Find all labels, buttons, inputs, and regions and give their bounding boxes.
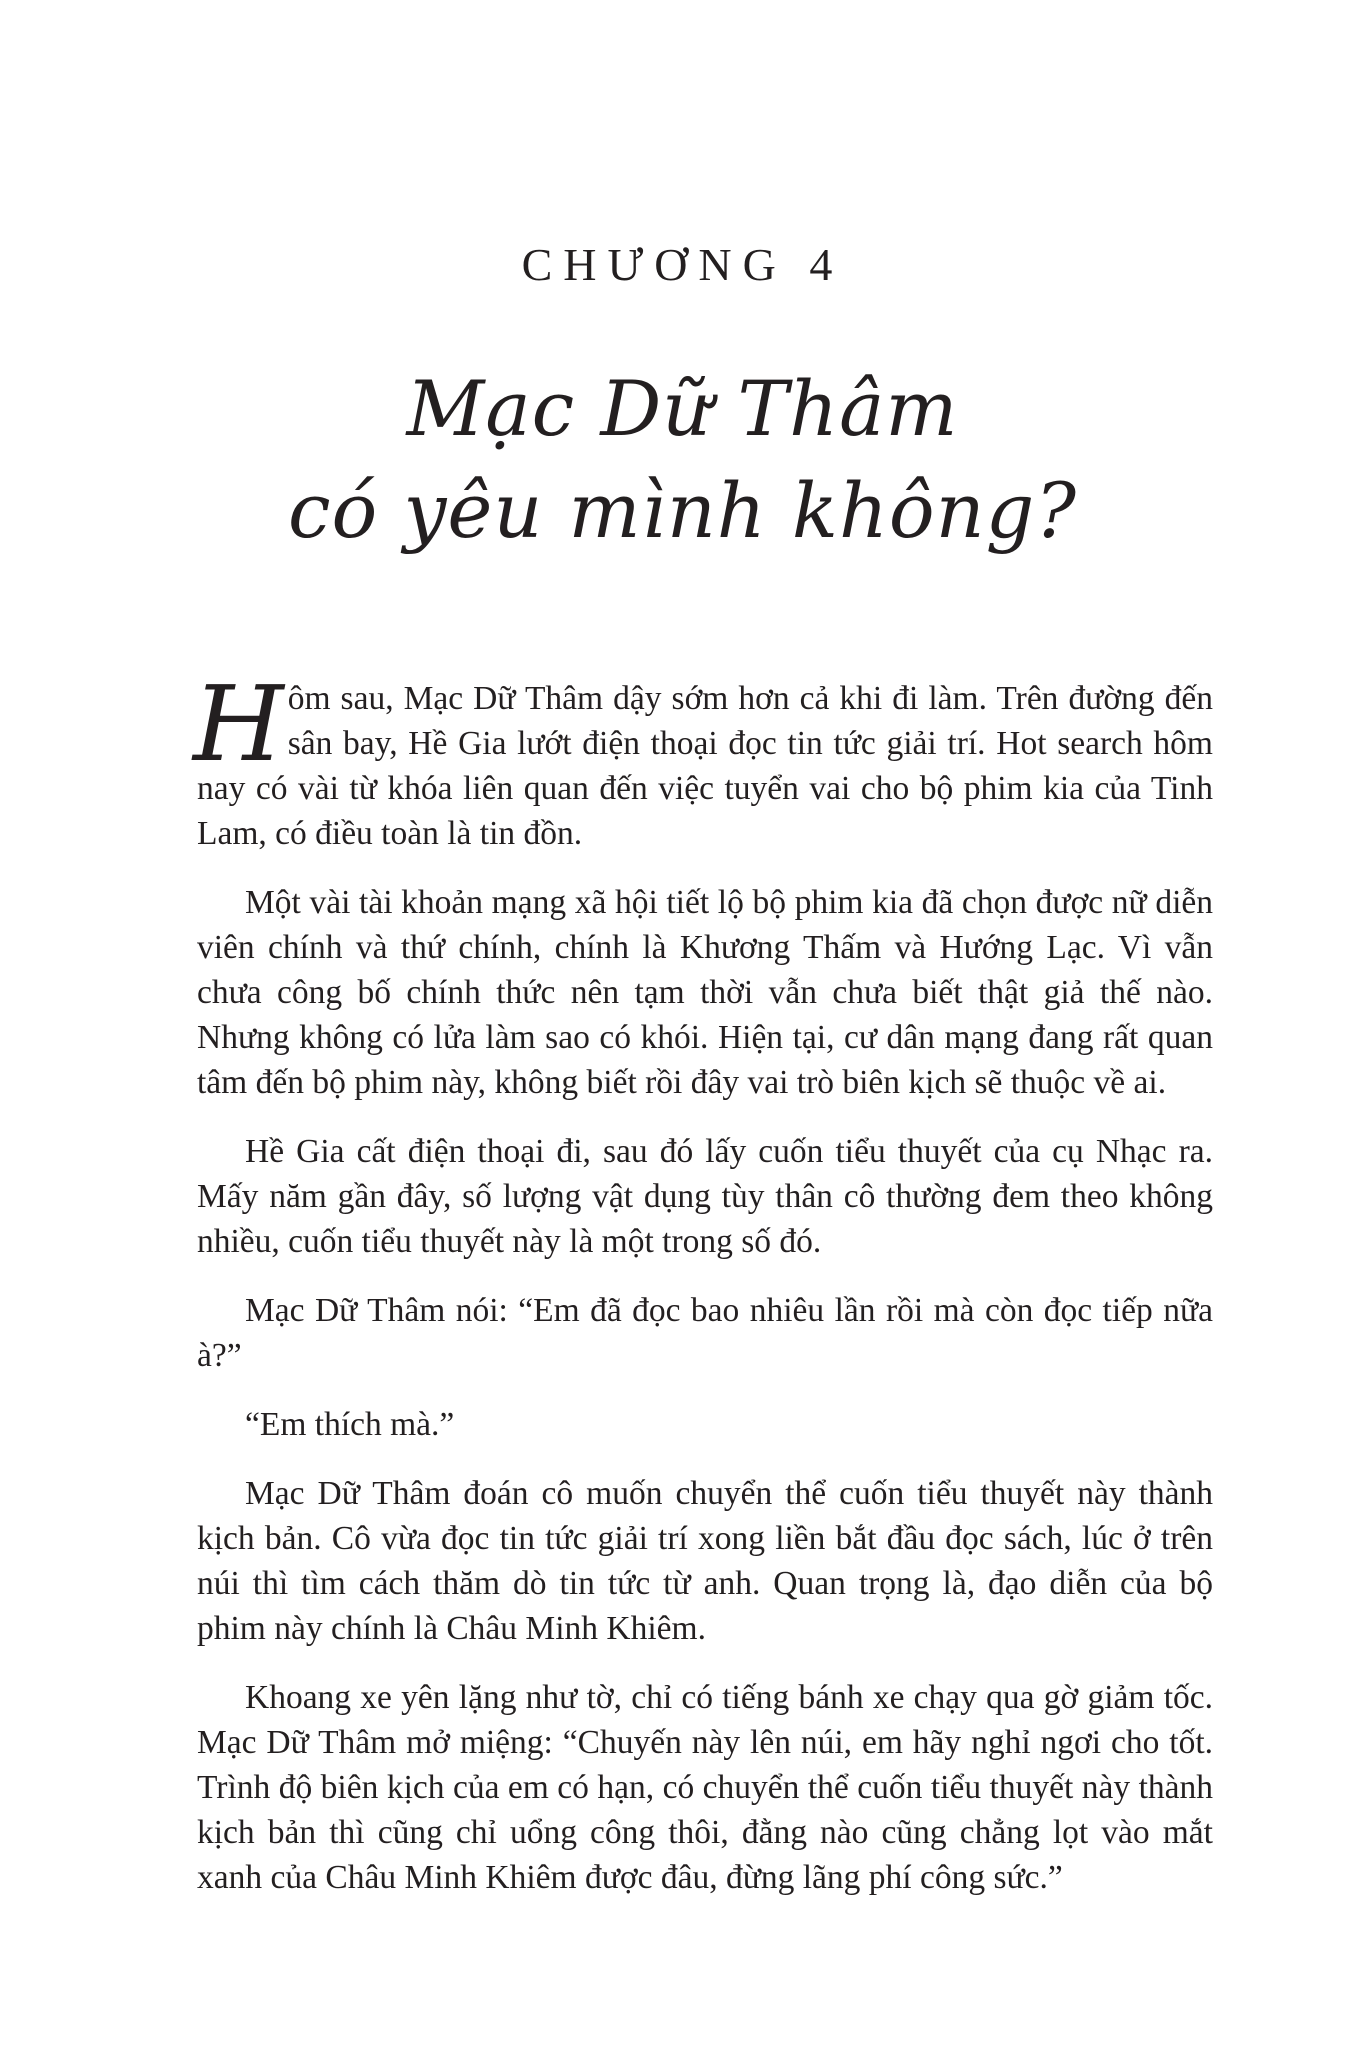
paragraph-5: “Em thích mà.” xyxy=(245,1406,455,1443)
chapter-title-line-2: có yêu mình không? xyxy=(287,466,1078,555)
paragraph-6: Mạc Dữ Thâm đoán cô muốn chuyển thể cuốn tiểu thuyết này thành kịch bản. Cô vừa đọc tin tức giải trí xong liền bắt đầu đọc sách, lúc ở trên núi thì tìm cách thăm dò tin tức từ anh. Quan trọng là, đạo diễn của bộ phim này chính là Châu Minh Khiêm. xyxy=(197,1475,1213,1647)
paragraph-7: Khoang xe yên lặng như tờ, chỉ có tiếng bánh xe chạy qua gờ giảm tốc. Mạc Dữ Thâm mở miệng: “Chuyến này lên núi, em hãy nghỉ ngơi cho tốt. Trình độ biên kịch của em có hạn, có chuyển thể cuốn tiểu thuyết này thành kịch bản thì cũng chỉ uổng công thôi, đằng nào cũng chẳng lọt vào mắt xanh của Châu Minh Khiêm được đâu, đừng lãng phí công sức.” xyxy=(197,1679,1213,1896)
chapter-body xyxy=(193,663,1213,1924)
paragraph-2: Một vài tài khoản mạng xã hội tiết lộ bộ phim kia đã chọn được nữ diễn viên chính và thứ chính, chính là Khương Thấm và Hướng Lạc. Vì vẫn chưa công bố chính thức nên tạm thời vẫn chưa biết thật giả thế nào. Nhưng không có lửa làm sao có khói. Hiện tại, cư dân mạng đang rất quan tâm đến bộ phim này, không biết rồi đây vai trò biên kịch sẽ thuộc về ai. xyxy=(197,884,1213,1101)
paragraph-4: Mạc Dữ Thâm nói: “Em đã đọc bao nhiêu lần rồi mà còn đọc tiếp nữa à?” xyxy=(197,1292,1213,1374)
chapter-number: CHƯƠNG 4 xyxy=(521,239,844,290)
paragraph-1 xyxy=(193,663,1213,856)
paragraph-1-text: ôm sau, Mạc Dữ Thâm dậy sớm hơn cả khi đi làm. Trên đường đến sân bay, Hề Gia lướt điện thoại đọc tin tức giải trí. Hot search hôm nay có vài từ khóa liên quan đến việc tuyển vai cho bộ phim kia của Tinh Lam, có điều toàn là tin đồn. xyxy=(197,680,1213,852)
drop-cap: H xyxy=(193,663,284,785)
chapter-title-line-1: Mạc Dữ Thâm xyxy=(406,364,959,453)
paragraph-3: Hề Gia cất điện thoại đi, sau đó lấy cuốn tiểu thuyết của cụ Nhạc ra. Mấy năm gần đây, số lượng vật dụng tùy thân cô thường đem theo không nhiều, cuốn tiểu thuyết này là một trong số đó. xyxy=(197,1133,1213,1260)
